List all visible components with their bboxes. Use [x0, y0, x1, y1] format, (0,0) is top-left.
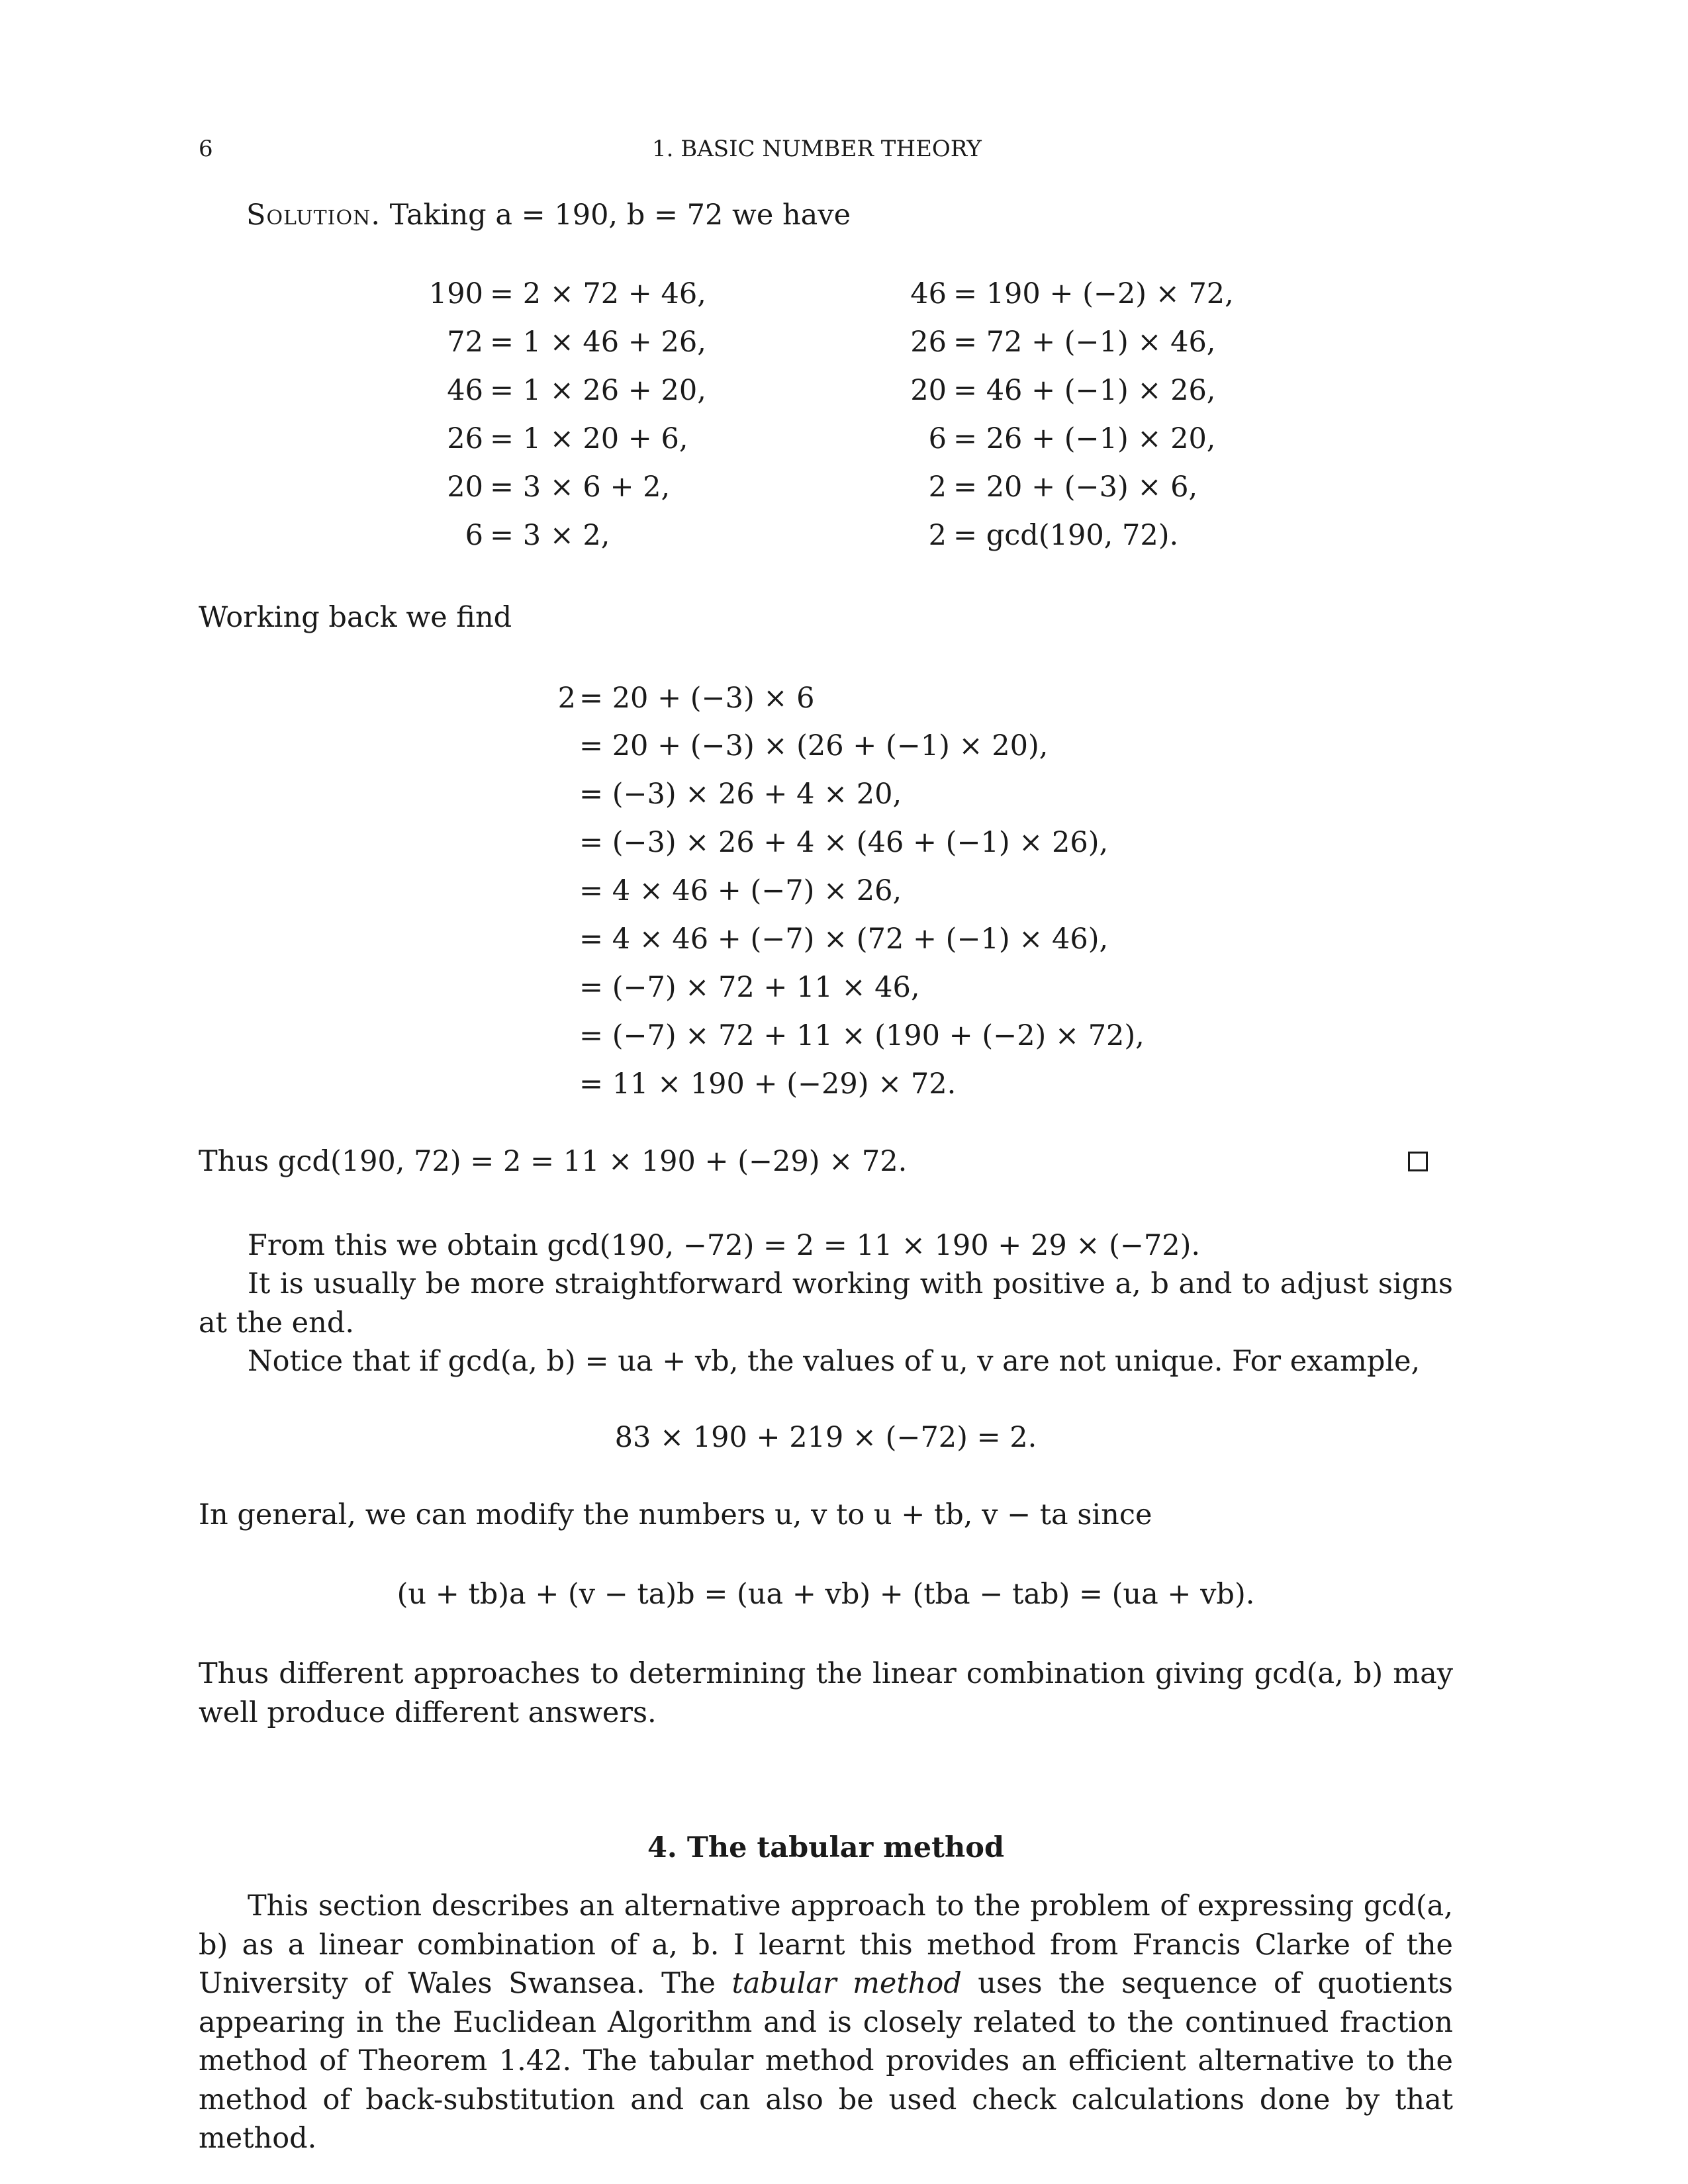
euclid-left-lhs: 72: [447, 326, 483, 359]
back-sub-lhs: 2: [557, 682, 576, 715]
tabular-method-term: tabular method: [731, 1967, 962, 2000]
solution-text: Taking a = 190, b = 72 we have: [389, 199, 851, 232]
running-title: 1. BASIC NUMBER THEORY: [652, 136, 982, 162]
para-tabular-intro: [199, 1887, 1453, 2158]
thus-line: Thus gcd(190, 72) = 2 = 11 × 190 + (−29) × 72.: [199, 1145, 908, 1178]
euclid-right-rhs: = gcd(190, 72).: [953, 519, 1179, 552]
para-tabular-text-a: This section describes an alternative approach to the problem of expressing gcd(a, b) as a linear combination of a, b. I learnt this method from Francis Clarke of the University of Wales Swansea. The: [199, 1889, 1453, 2000]
euclid-right-rhs: = 72 + (−1) × 46,: [953, 326, 1216, 359]
page-number: 6: [199, 136, 213, 162]
back-sub-rhs: = (−7) × 72 + 11 × 46,: [579, 971, 920, 1004]
euclid-left-lhs: 6: [465, 519, 483, 552]
euclid-right-lhs: 46: [910, 277, 947, 310]
back-sub-rhs: = (−3) × 26 + 4 × 20,: [579, 778, 902, 811]
back-sub-rhs: = (−3) × 26 + 4 × (46 + (−1) × 26),: [579, 826, 1109, 859]
para-gcd-negative: From this we obtain gcd(190, −72) = 2 = 11 × 190 + 29 × (−72).: [248, 1229, 1201, 1262]
display-example: 83 × 190 + 219 × (−72) = 2.: [614, 1421, 1037, 1454]
euclid-left-rhs: = 1 × 26 + 20,: [490, 374, 706, 407]
euclid-left-lhs: 190: [428, 277, 483, 310]
euclid-right-lhs: 2: [928, 471, 947, 504]
euclid-right-rhs: = 190 + (−2) × 72,: [953, 277, 1234, 310]
para-modify: In general, we can modify the numbers u, v to u + tb, v − ta since: [199, 1498, 1152, 1531]
para-tabular-text-b: uses the sequence of quotients appearing in the Euclidean Algorithm and is closely related to the continued fraction method of Theorem 1.42. The tabular method provides an efficient alternative to the method of back-substitution and can also be used check calculations done by that method.: [199, 1967, 1453, 2155]
euclid-left-rhs: = 1 × 46 + 26,: [490, 326, 706, 359]
euclid-right-lhs: 20: [910, 374, 947, 407]
euclid-right-lhs: 6: [928, 422, 947, 455]
euclid-left-rhs: = 2 × 72 + 46,: [490, 277, 706, 310]
section-title: 4. The tabular method: [647, 1831, 1005, 1864]
working-back-text: Working back we find: [199, 601, 512, 634]
para-not-unique: Notice that if gcd(a, b) = ua + vb, the values of u, v are not unique. For example,: [248, 1345, 1421, 1378]
back-sub-rhs: = 4 × 46 + (−7) × 26,: [579, 874, 902, 907]
euclid-right-lhs: 26: [910, 326, 947, 359]
solution-line: [246, 196, 851, 234]
euclid-right-rhs: = 46 + (−1) × 26,: [953, 374, 1216, 407]
back-sub-rhs: = 20 + (−3) × 6: [579, 682, 815, 715]
para-different-approaches: Thus different approaches to determining the linear combination giving gcd(a, b) may well produce different answers.: [199, 1657, 1453, 1729]
euclid-left-lhs: 46: [447, 374, 483, 407]
euclid-left-rhs: = 3 × 2,: [490, 519, 610, 552]
back-sub-rhs: = 20 + (−3) × (26 + (−1) × 20),: [579, 729, 1049, 762]
euclid-left-rhs: = 3 × 6 + 2,: [490, 471, 671, 504]
para-positive-ab: It is usually be more straightforward working with positive a, b and to adjust signs at the end.: [199, 1267, 1453, 1340]
back-sub-rhs: = 11 × 190 + (−29) × 72.: [579, 1068, 957, 1101]
qed-square-icon: [1408, 1152, 1428, 1171]
euclid-left-rhs: = 1 × 20 + 6,: [490, 422, 688, 455]
solution-label: Solution.: [246, 199, 381, 232]
euclid-right-rhs: = 26 + (−1) × 20,: [953, 422, 1216, 455]
back-sub-rhs: = 4 × 46 + (−7) × (72 + (−1) × 46),: [579, 923, 1109, 956]
back-sub-rhs: = (−7) × 72 + 11 × (190 + (−2) × 72),: [579, 1019, 1145, 1052]
euclid-right-lhs: 2: [928, 519, 947, 552]
display-identity: (u + tb)a + (v − ta)b = (ua + vb) + (tba − tab) = (ua + vb).: [397, 1578, 1255, 1611]
euclid-right-rhs: = 20 + (−3) × 6,: [953, 471, 1198, 504]
euclid-left-lhs: 26: [447, 422, 483, 455]
euclid-left-lhs: 20: [447, 471, 483, 504]
